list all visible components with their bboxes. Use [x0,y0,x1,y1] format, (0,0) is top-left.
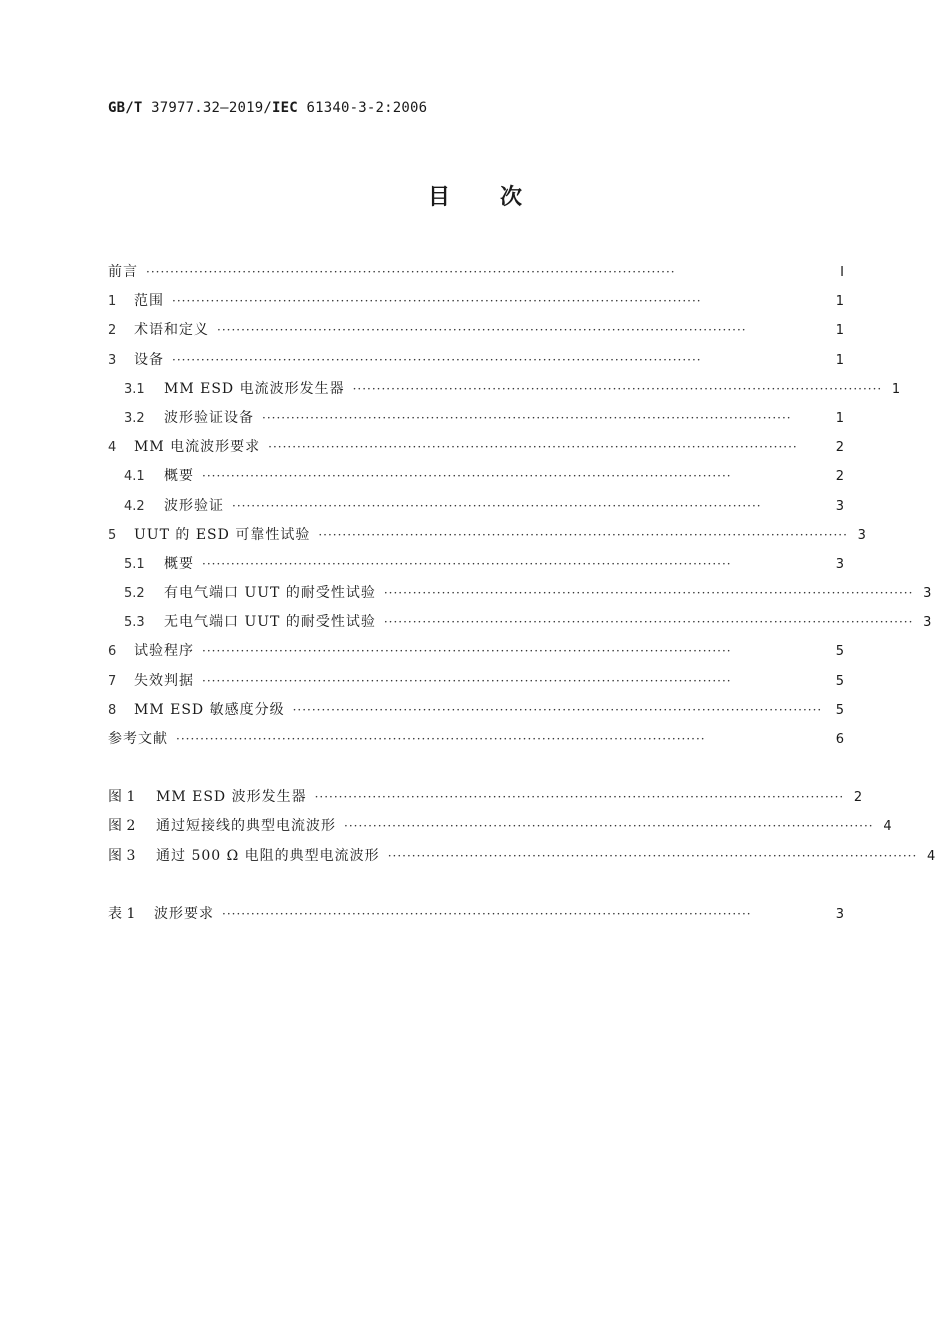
toc-entry-page: 5 [835,702,844,718]
toc-entry-page: Ⅰ [840,265,844,280]
toc-entry[interactable] [108,608,932,637]
toc-entry[interactable] [108,404,844,433]
toc-entry-page: 4 [927,848,936,864]
toc-entry-number: 图 3 [108,847,136,864]
toc-entry-label: MM ESD 电流波形发生器 [164,380,345,397]
toc-entry-page: 3 [835,906,844,922]
toc-entry-page: 1 [835,323,844,339]
toc-entry-label: 设备 [134,351,164,368]
toc-entry-label: 试验程序 [134,643,194,660]
iec-code: IEC [271,100,298,116]
leader-dots: ·············································································································· [318,527,848,542]
toc-entry-label: 波形要求 [154,905,214,922]
toc-entry-number: 3 [108,352,117,368]
leader-dots: ·············································································································· [383,615,914,630]
leader-dots: ·············································································································· [352,381,883,396]
toc-figures [108,783,936,871]
toc-entry-number: 5 [108,527,117,543]
toc-entry[interactable] [108,492,844,521]
toc-entry-number: 4 [108,440,117,456]
leader-dots: ·············································································································· [202,556,732,571]
toc-entry-page: 5 [835,673,844,689]
toc-entry-page: 3 [835,556,844,572]
leader-dots: ·············································································································· [172,294,702,309]
leader-dots: ·············································································································· [344,819,874,834]
toc-entry-label: 参考文献 [108,731,168,747]
toc-entry-page: 2 [835,440,844,456]
toc-entry[interactable] [108,258,844,287]
toc-entry[interactable] [108,375,901,404]
leader-dots: ·············································································································· [146,265,676,279]
toc-entry-page: 3 [835,498,844,514]
toc-entry-label: 有电气端口 UUT 的耐受性试验 [164,585,376,602]
toc-entry-label: 范围 [134,293,164,310]
toc-entry-number: 4.1 [124,469,145,485]
toc-tables [108,900,844,929]
std-code: GB/T [108,100,143,116]
toc-entry-number: 6 [108,644,117,660]
toc-entry-label: MM 电流波形要求 [134,439,261,456]
toc-entry-number: 8 [108,702,117,718]
iec-number: 61340-3-2:2006 [306,100,428,116]
toc-entry-page: 3 [923,586,932,602]
toc-entry-page: 5 [835,644,844,660]
page-title: 目次 [427,185,572,210]
leader-dots: ·············································································································· [202,673,732,688]
leader-dots: ·············································································································· [268,440,798,455]
toc-entry-number: 5.1 [124,556,145,572]
leader-dots: ·············································································································· [387,848,918,863]
leader-dots: ·············································································································· [383,586,914,601]
leader-dots: ·············································································································· [202,644,732,659]
toc-entry-page: 1 [835,294,844,310]
toc-entry-number: 3.1 [124,381,145,397]
toc-entry-label: 概要 [164,468,194,485]
toc-entry-number: 4.2 [124,498,145,514]
toc-entry-number: 5.2 [124,586,145,602]
toc-entry-number: 5.3 [124,615,145,631]
toc-entry-page: 2 [835,469,844,485]
toc-entry[interactable] [108,783,863,812]
toc-entry-page: 3 [923,615,932,631]
toc-entry[interactable] [108,433,844,462]
toc-gap [108,871,844,900]
leader-dots: ·············································································································· [232,498,762,513]
leader-dots: ·············································································································· [262,410,792,425]
toc-entry[interactable] [108,637,844,666]
toc-entry-number: 表 1 [108,905,136,922]
toc-entry-label: MM ESD 波形发生器 [156,789,307,806]
toc-entry[interactable] [108,346,844,375]
toc-gap [108,754,844,783]
leader-dots: ·············································································································· [222,906,752,921]
table-of-contents [108,258,936,929]
toc-entry-page: 4 [883,819,892,835]
toc-entry-label: 通过短接线的典型电流波形 [156,818,336,835]
toc-entry-label: MM ESD 敏感度分级 [134,701,285,718]
toc-entry[interactable] [108,316,844,345]
toc-entry[interactable] [108,579,932,608]
toc-entry-page: 1 [891,381,901,397]
toc-entry[interactable] [108,696,844,725]
toc-entry-number: 3.2 [124,410,145,426]
toc-entry-label: 术语和定义 [134,322,209,339]
toc-entry[interactable] [108,842,936,871]
toc-entry-label: 波形验证 [164,497,224,514]
toc-entry-label: 概要 [164,555,194,572]
leader-dots: ·············································································································· [292,702,823,717]
toc-entry-page: 1 [835,410,844,426]
toc-entry-page: 6 [835,732,844,747]
toc-entry-label: 失效判据 [134,672,194,689]
toc-entry-page: 2 [853,790,863,806]
toc-entry[interactable] [108,725,844,754]
toc-entry-page: 3 [857,527,866,543]
toc-entry[interactable] [108,812,892,841]
toc-entry-number: 图 1 [108,789,136,806]
toc-entry[interactable] [108,900,844,929]
toc-entry-number: 1 [108,294,117,310]
standard-header [108,100,427,116]
std-number: 37977.32—2019/ [151,100,272,116]
toc-entry-label: UUT 的 ESD 可靠性试验 [134,526,311,543]
toc-entry-number: 7 [108,673,117,689]
leader-dots: ·············································································································· [202,469,732,484]
toc-entry[interactable] [108,462,844,491]
toc-entry-label: 无电气端口 UUT 的耐受性试验 [164,614,376,631]
toc-entry-page: 1 [835,352,844,368]
leader-dots: ·············································································································· [176,732,706,746]
toc-sections [108,258,932,754]
toc-entry-label: 波形验证设备 [164,409,254,426]
toc-entry-label: 通过 500 Ω 电阻的典型电流波形 [156,847,380,864]
toc-entry-label: 前言 [108,264,138,280]
toc-entry-number: 图 2 [108,818,136,835]
leader-dots: ·············································································································· [217,323,747,338]
toc-entry[interactable] [108,287,844,316]
toc-entry-number: 2 [108,323,117,339]
leader-dots: ·············································································································· [314,790,845,805]
leader-dots: ·············································································································· [172,352,702,367]
toc-entry[interactable] [108,667,844,696]
toc-entry[interactable] [108,521,866,550]
toc-entry[interactable] [108,550,844,579]
